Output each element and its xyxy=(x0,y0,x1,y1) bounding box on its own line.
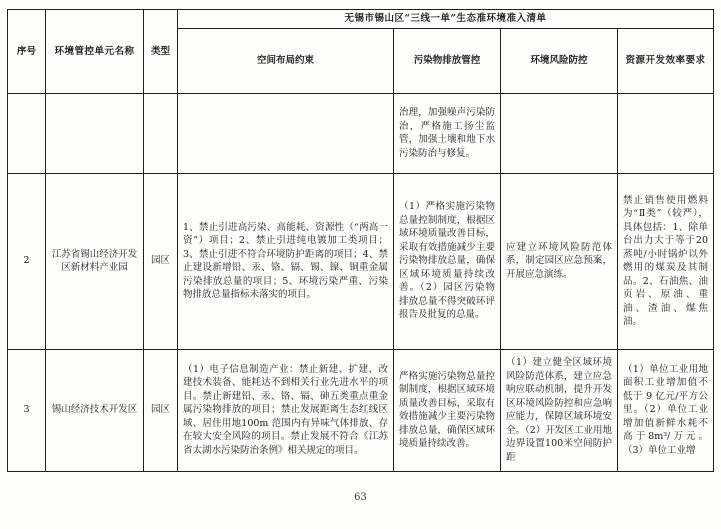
cell-spatial xyxy=(178,93,394,173)
cell-type xyxy=(144,93,178,173)
cell-risk: 应建立环境风险防范体系，制定园区应急预案，开展应急演练。 xyxy=(501,173,618,349)
cell-type: 园区 xyxy=(144,173,178,349)
table-row-continuation xyxy=(8,93,714,173)
eco-env-access-table xyxy=(7,9,714,472)
cell-unit-name: 江苏省锡山经济开发区新材料产业园 xyxy=(46,173,144,349)
cell-resource: （1）单位工业用地面积工业增加值不低于 9 亿元/平方公里。（2）单位工业增加值新鲜水耗不高于8m³/万元。（3）单位工业增 xyxy=(618,349,714,471)
col-header-type: 类型 xyxy=(144,10,178,94)
table-row-3 xyxy=(8,349,714,471)
col-header-pollutant: 污染物排放管控 xyxy=(394,28,501,93)
col-header-seq: 序号 xyxy=(8,10,46,94)
col-header-resource: 资源开发效率要求 xyxy=(618,28,714,93)
cell-unit-name xyxy=(46,93,144,173)
cell-risk: （1）建立健全区域环境风险防范体系，建立应急响应联动机制，提升开发区环境风险防控和应急响应能力，保障区域环境安全。（2）开发区工业用地边界设置100米空间防护距 xyxy=(501,349,618,471)
cell-type: 园区 xyxy=(144,349,178,471)
col-header-spatial: 空间布局约束 xyxy=(178,28,394,93)
cell-seq xyxy=(8,93,46,173)
cell-risk xyxy=(501,93,618,173)
cell-unit-name: 锡山经济技术开发区 xyxy=(46,349,144,471)
table-header-title-row xyxy=(8,10,714,29)
page-number: 63 xyxy=(354,492,367,503)
cell-spatial: （1）电子信息制造产业：禁止新建、扩建、改建技术装备、能耗达不到相关行业先进水平的项目。禁止新建铅、汞、铬、镉、砷五类重点重金属污染物排放的项目；禁止发展距离生态红线区域、居住用地100m 范围内有异味气体排放、存在较大安全风险的项目。禁止发展不符合《江苏省太湖水污染防治条例》相关规定的项目。 xyxy=(178,349,394,471)
table-row-2 xyxy=(8,173,714,349)
col-header-unit-name: 环境管控单元名称 xyxy=(46,10,144,94)
table-title: 无锡市锡山区“三线一单”生态准环境准入清单 xyxy=(178,10,714,29)
cell-pollutant: （1）严格实施污染物总量控制制度，根据区域环境质量改善目标，采取有效措施减少主要污染物排放总量，确保区域环境质量持续改善。（2）园区污染物排放总量不得突破环评报告及批复的总量。 xyxy=(394,173,501,349)
cell-spatial: 1、禁止引进高污染、高能耗、资源性（“两高一资”）项目；2、禁止引进纯电镀加工类项目；3、禁止引进不符合环境防护距离的项目；4、禁止建设新增铅、汞、铬、镉、锡、镍、铜重金属污染排放总量的项目；5、环境污染严重、污染物排放总量指标未落实的项目。 xyxy=(178,173,394,349)
cell-seq: 2 xyxy=(8,173,46,349)
cell-pollutant: 严格实施污染物总量控制制度，根据区域环境质量改善目标，采取有效措施减少主要污染物排放总量，确保区域环境质量持续改善。 xyxy=(394,349,501,471)
cell-resource: 禁止销售使用燃料为“Ⅱ类”（较严），具体包括：1、除单台出力大于等于20蒸吨/小时锅炉以外燃用的煤炭及其制品。2、石油焦、油页岩、原油、重油、渣油、煤焦油。 xyxy=(618,173,714,349)
cell-resource xyxy=(618,93,714,173)
cell-seq: 3 xyxy=(8,349,46,471)
cell-pollutant: 治理，加强噪声污染防治，严格施工扬尘监管，加强土壤和地下水污染防治与修复。 xyxy=(394,93,501,173)
col-header-risk: 环境风险防控 xyxy=(501,28,618,93)
